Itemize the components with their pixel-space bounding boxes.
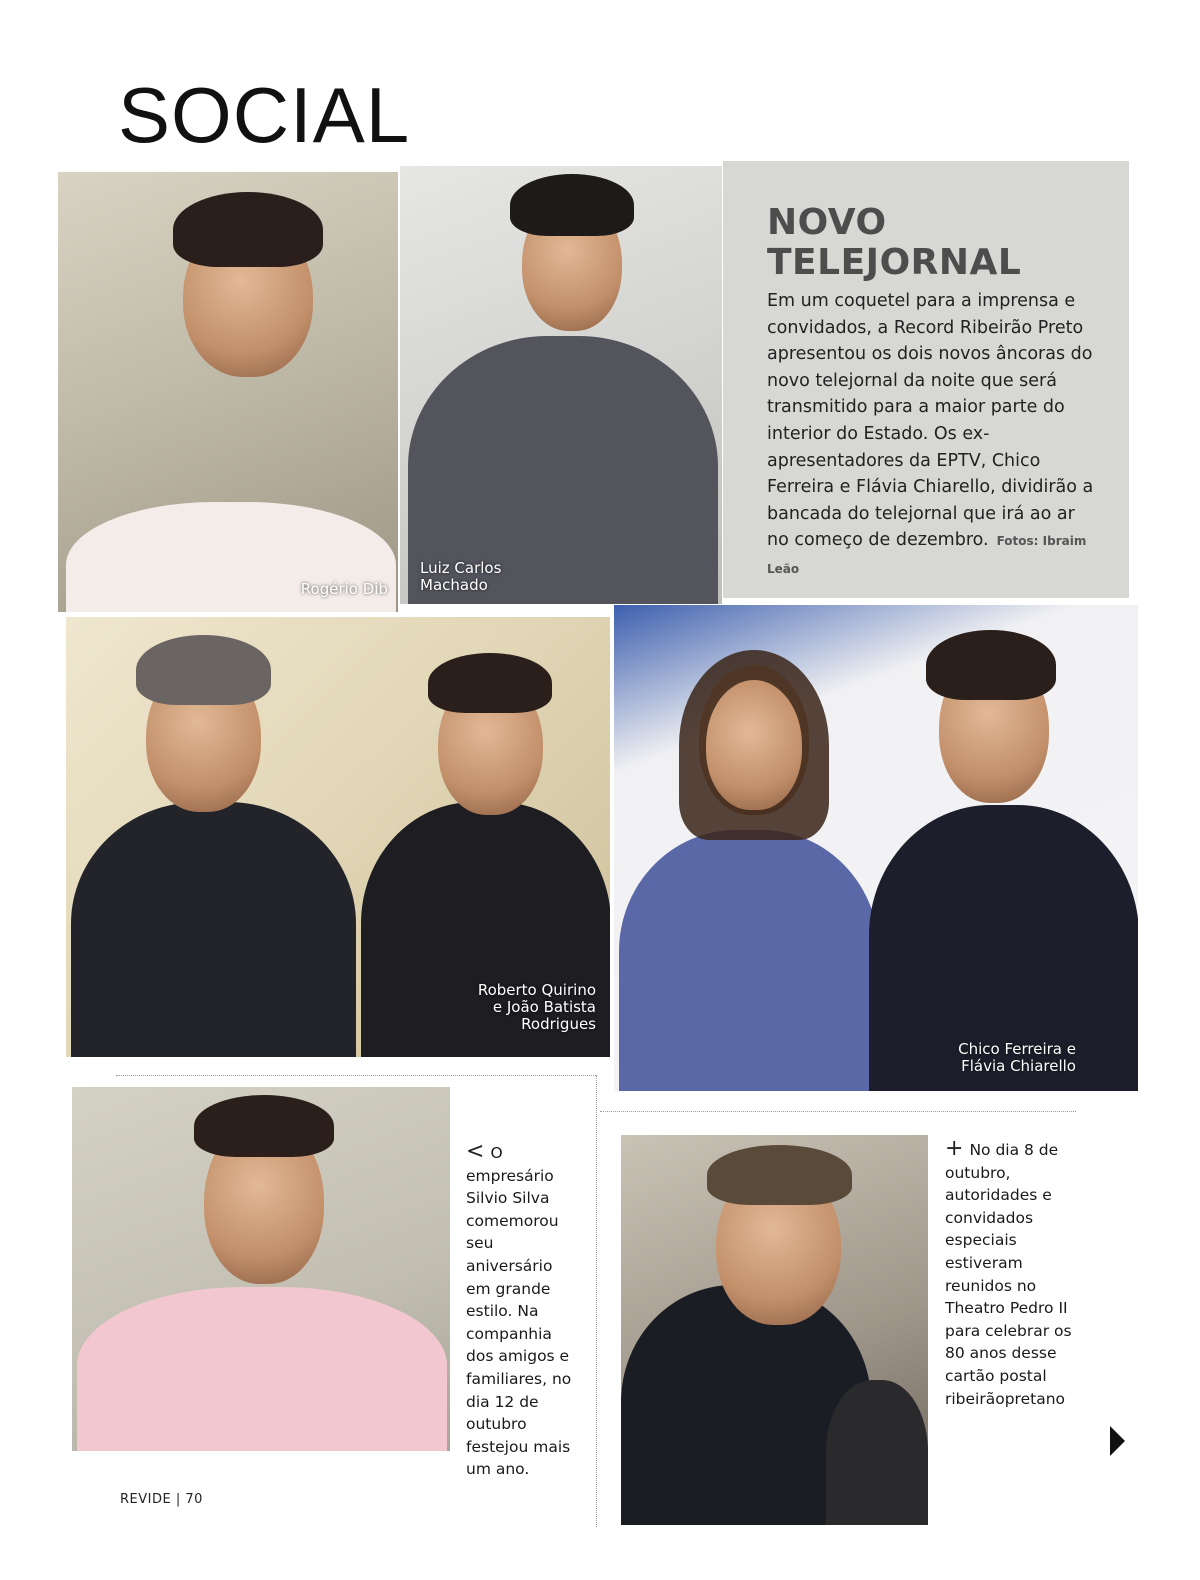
- page-footer: [120, 1492, 203, 1507]
- feature-body-text: Em um coquetel para a imprensa e convidados, a Record Ribeirão Preto apresentou os dois novos âncoras do novo telejornal da noite que será transmitido para a maior parte do interior do Estado. Os ex-apresentadores da EPTV, Chico Ferreira e Flávia Chiarello, dividirão a bancada do telejornal que irá ao ar no começo de dezembro.: [767, 291, 1094, 551]
- caption-luiz-line1: Luiz Carlos: [420, 559, 502, 577]
- caption-rogerio-dib: Rogério Dib: [300, 580, 388, 598]
- theatro-text: [945, 1138, 1077, 1410]
- theatro-marker: +: [945, 1136, 964, 1161]
- caption-chico-flavia: [958, 1041, 1076, 1075]
- photo-credit: Fotos: Ibraim Leão: [767, 534, 1087, 576]
- caption-roberto-line1: Roberto Quirino: [477, 981, 596, 999]
- caption-luiz-line2: Machado: [420, 576, 488, 594]
- feature-body: [767, 288, 1097, 583]
- silvio-marker: <: [466, 1139, 485, 1164]
- caption-chico-line1: Chico Ferreira e: [958, 1040, 1076, 1058]
- next-page-arrow-icon[interactable]: [1110, 1426, 1125, 1456]
- section-title: SOCIAL: [118, 71, 411, 159]
- feature-title: [767, 203, 1021, 283]
- theatro-text-body: No dia 8 de outubro, autoridades e convidados especiais estiveram reunidos no Theatro Pedro II para celebrar os 80 anos desse cartão postal ribeirãopretano: [945, 1141, 1072, 1408]
- caption-roberto-line2: e João Batista: [492, 998, 596, 1016]
- caption-roberto-joao: [478, 982, 596, 1033]
- footer-separator: |: [175, 1492, 181, 1507]
- silvio-text-body: O empresário Silvio Silva comemorou seu aniversário em grande estilo. Na companhia dos amigos e familiares, no dia 12 de outubro festejou mais um ano.: [466, 1144, 572, 1479]
- divider-horizontal-left: [116, 1075, 596, 1076]
- divider-vertical: [596, 1075, 597, 1527]
- photo-rogerio-dib: [58, 172, 398, 612]
- photo-luiz-carlos-machado: [400, 166, 722, 604]
- silvio-text: [466, 1141, 578, 1481]
- page-number: 70: [185, 1492, 203, 1507]
- caption-luiz-carlos-machado: [420, 560, 501, 594]
- photo-theatro-pedro-ii: [621, 1135, 928, 1525]
- feature-title-line2: TELEJORNAL: [767, 242, 1022, 283]
- publication-name: REVIDE: [120, 1492, 172, 1507]
- photo-silvio-silva: [72, 1087, 450, 1451]
- caption-chico-line2: Flávia Chiarello: [961, 1057, 1076, 1075]
- caption-roberto-line3: Rodrigues: [521, 1015, 596, 1033]
- photo-roberto-quirino-joao-batista: [66, 617, 610, 1057]
- feature-box: [723, 161, 1129, 598]
- feature-title-line1: NOVO: [767, 202, 887, 243]
- divider-horizontal-right: [600, 1111, 1076, 1112]
- photo-chico-ferreira-flavia-chiarello: [614, 605, 1138, 1091]
